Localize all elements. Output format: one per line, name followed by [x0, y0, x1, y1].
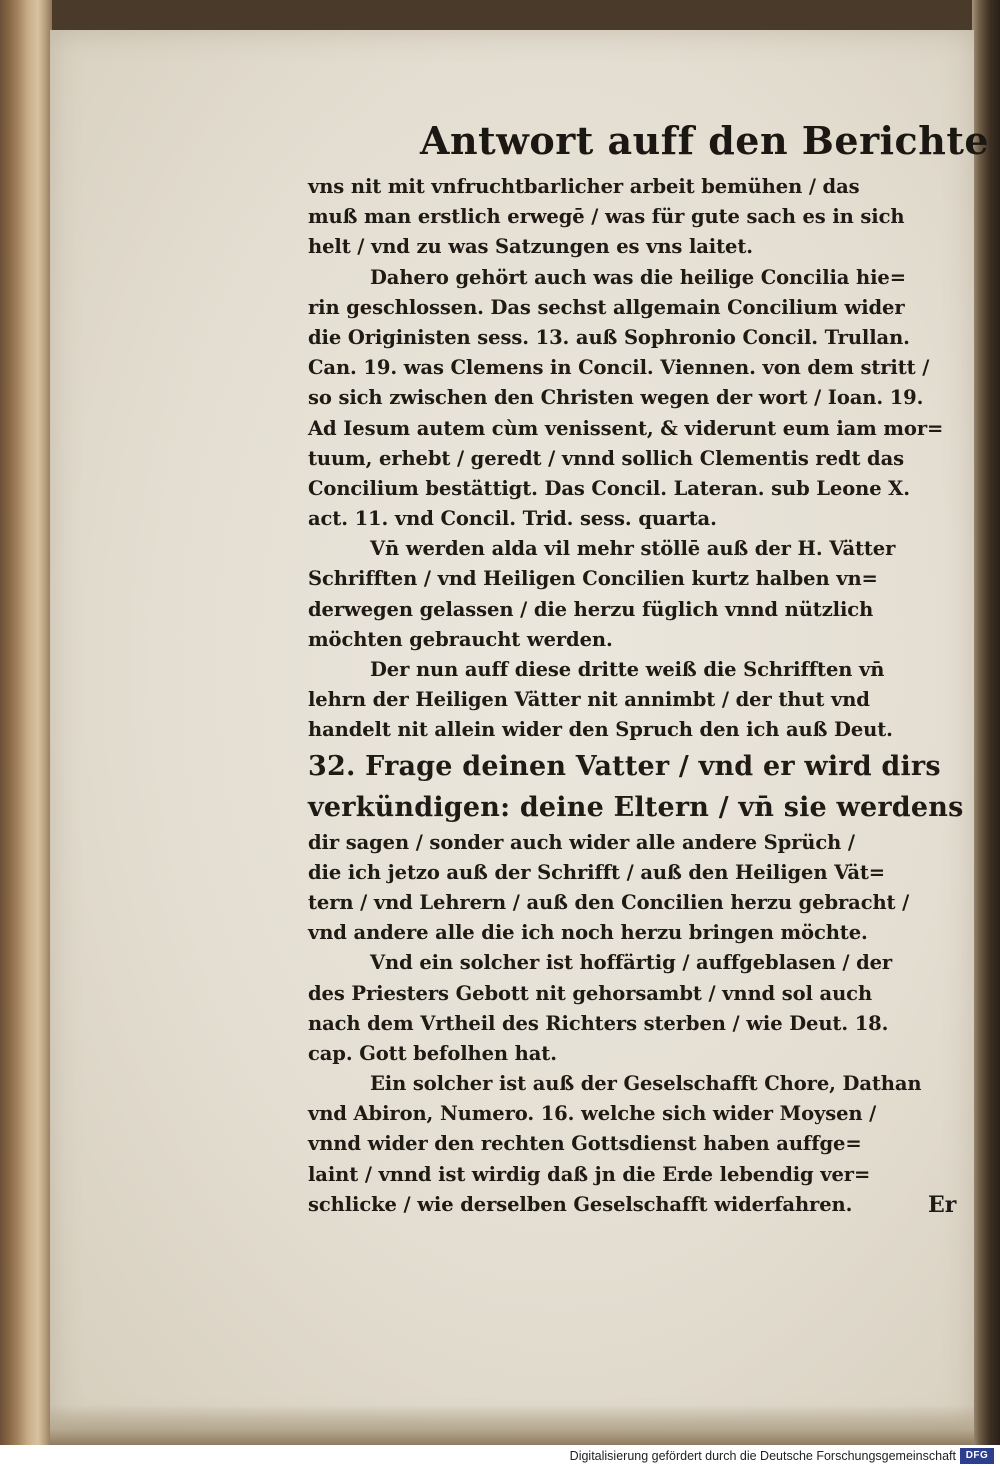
text-line: verkündigen: deine Eltern / vn̄ sie werdens: [308, 791, 964, 823]
text-line: die Originisten sess. 13. auß Sophronio Concil. Trullan.: [308, 325, 910, 349]
text-line: rin geschlossen. Das sechst allgemain Concilium wider: [308, 295, 905, 319]
text-line: lehrn der Heiligen Vätter nit annimbt / der thut vnd: [308, 688, 870, 712]
text-line: act. 11. vnd Concil. Trid. sess. quarta.: [308, 507, 717, 531]
text-line: Dahero gehört auch was die heilige Concilia hie=: [370, 265, 906, 289]
text-line: des Priesters Gebott nit gehorsambt / vnnd sol auch: [308, 981, 873, 1005]
book-edge-left: [0, 0, 52, 1445]
footer-credit: Digitalisierung gefördert durch die Deutsche Forschungsgemeinschaft: [569, 1449, 956, 1463]
text-line: vnd Abiron, Numero. 16. welche sich wider Moysen /: [308, 1102, 877, 1126]
text-line: 32. Frage deinen Vatter / vnd er wird dirs: [308, 750, 941, 782]
text-line: möchten gebraucht werden.: [308, 627, 613, 651]
text-line: tuum, erhebt / geredt / vnnd sollich Clementis redt das: [308, 446, 904, 470]
text-line: laint / vnnd ist wirdig daß jn die Erde lebendig ver=: [308, 1162, 871, 1186]
text-line: muß man erstlich erwegē / was für gute sach es in sich: [308, 205, 905, 229]
text-line: Schrifften / vnd Heiligen Concilien kurtz halben vn=: [308, 567, 878, 591]
text-line: so sich zwischen den Christen wegen der wort / Ioan. 19.: [308, 386, 924, 410]
running-head: Antwort auff den Berichte: [420, 118, 990, 163]
text-line: Ein solcher ist auß der Geselschafft Chore, Dathan: [370, 1072, 922, 1096]
text-line: vnnd wider den rechten Gottsdienst haben auffge=: [308, 1132, 862, 1156]
text-line: Vnd ein solcher ist hoffärtig / auffgeblasen / der: [370, 951, 893, 975]
text-line: nach dem Vrtheil des Richters sterben / wie Deut. 18.: [308, 1011, 889, 1035]
text-line: vns nit mit vnfruchtbarlicher arbeit bemühen / das: [308, 175, 860, 198]
text-line: Can. 19. was Clemens in Concil. Viennen. von dem stritt /: [308, 356, 930, 380]
text-line: Der nun auff diese dritte weiß die Schrifften vn̄: [370, 658, 885, 681]
catchword: Er: [928, 1192, 957, 1218]
book-edge-right: [972, 0, 1000, 1445]
footer-bar: [0, 1445, 1000, 1469]
text-line: schlicke / wie derselben Geselschafft widerfahren.: [308, 1192, 853, 1216]
dfg-logo: DFG: [960, 1448, 994, 1464]
body-text: [308, 172, 970, 1220]
text-line: tern / vnd Lehrern / auß den Concilien herzu gebracht /: [308, 890, 910, 914]
text-line: derwegen gelassen / die herzu füglich vnnd nützlich: [308, 597, 874, 621]
text-line: Vn̄ werden alda vil mehr stöllē auß der H. Vätter: [370, 537, 896, 561]
text-line: handelt nit allein wider den Spruch den ich auß Deut.: [308, 718, 893, 742]
page-shadow: [50, 1405, 974, 1445]
text-line: helt / vnd zu was Satzungen es vns laitet.: [308, 235, 753, 259]
text-line: cap. Gott befolhen hat.: [308, 1041, 557, 1065]
text-line: vnd andere alle die ich noch herzu bringen möchte.: [308, 921, 868, 945]
text-line: dir sagen / sonder auch wider alle andere Sprüch /: [308, 830, 855, 854]
text-line: Concilium bestättigt. Das Concil. Lateran. sub Leone X.: [308, 476, 910, 500]
text-line: die ich jetzo auß der Schrifft / auß den Heiligen Vät=: [308, 860, 886, 884]
text-line: Ad Iesum autem cùm venissent, & viderunt eum iam mor=: [308, 416, 944, 440]
